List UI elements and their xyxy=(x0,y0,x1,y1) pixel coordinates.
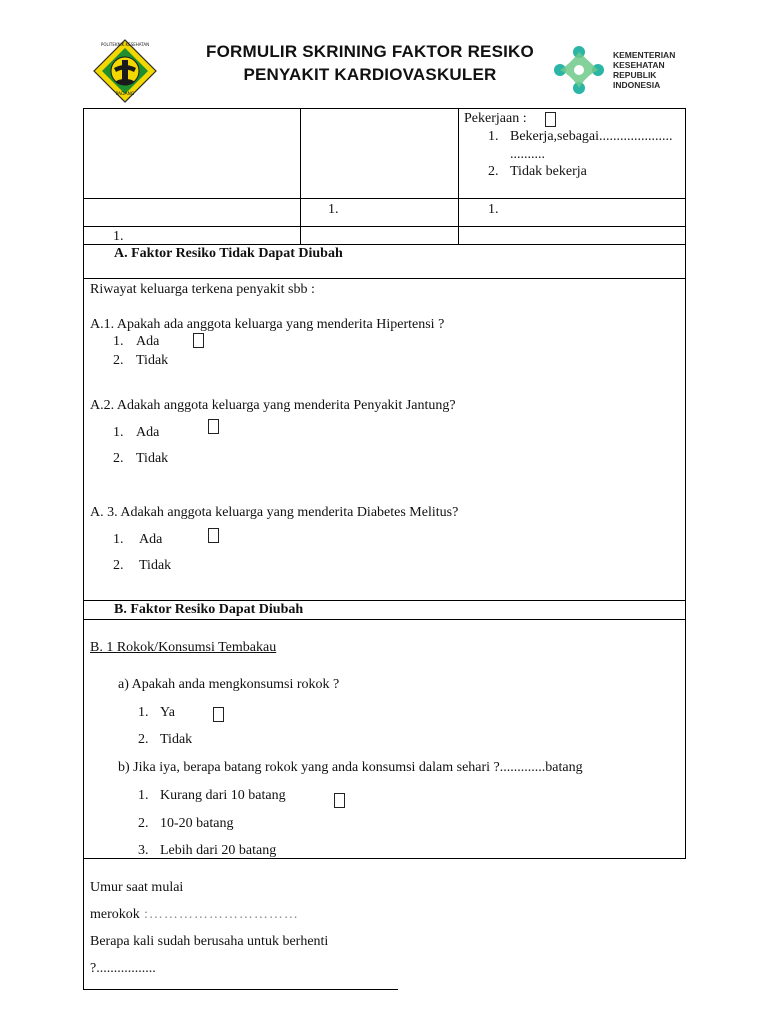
pekerjaan-opt1-num: 1. xyxy=(488,129,499,144)
q-a2-text: A.2. Adakah anggota keluarga yang menderita Penyakit Jantung? xyxy=(90,398,456,413)
kemenkes-line-1: KEMENTERIAN xyxy=(613,50,676,60)
section-a-heading: A. Faktor Resiko Tidak Dapat Diubah xyxy=(114,246,343,261)
q-b1b-opt1-num: 1. xyxy=(138,788,149,803)
pekerjaan-opt2: Tidak bekerja xyxy=(510,164,587,179)
q-a2-checkbox[interactable] xyxy=(208,419,219,434)
q-b1b-opt3: Lebih dari 20 batang xyxy=(160,843,277,858)
q-b1b-opt2: 10-20 batang xyxy=(160,816,234,831)
kemenkes-line-3: REPUBLIK xyxy=(613,70,657,80)
q-a1-text: A.1. Apakah ada anggota keluarga yang menderita Hipertensi ? xyxy=(90,317,445,332)
q-a3-text: A. 3. Adakah anggota keluarga yang menderita Diabetes Melitus? xyxy=(90,505,459,520)
section-a-intro: Riwayat keluarga terkena penyakit sbb : xyxy=(90,282,315,297)
q-b1a-opt2: Tidak xyxy=(160,732,193,747)
kemenkes-logo xyxy=(548,42,610,98)
row2-mid-number: 1. xyxy=(328,202,339,217)
pekerjaan-opt2-num: 2. xyxy=(488,164,499,179)
section-b-heading: B. Faktor Resiko Dapat Diubah xyxy=(114,602,304,617)
kemenkes-line-4: INDONESIA xyxy=(613,80,661,90)
q-a1-opt2: Tidak xyxy=(136,353,169,368)
q-b1a-opt1: Ya xyxy=(160,705,175,720)
berapa-dots[interactable]: ?................. xyxy=(90,961,156,976)
merokok-dots[interactable]: :………………………… xyxy=(144,907,299,922)
logo-top-text: POLITEKNIK KESEHATAN xyxy=(100,42,150,47)
q-b1b-opt1: Kurang dari 10 batang xyxy=(160,788,286,803)
pekerjaan-checkbox[interactable] xyxy=(545,112,556,127)
q-b1b-opt3-num: 3. xyxy=(138,843,149,858)
q-b1a-text: a) Apakah anda mengkonsumsi rokok ? xyxy=(118,677,340,692)
q-a1-opt2-num: 2. xyxy=(113,353,124,368)
q-b1a-opt1-num: 1. xyxy=(138,705,149,720)
kemenkes-line-2: KESEHATAN xyxy=(613,60,665,70)
q-b1b-checkbox[interactable] xyxy=(334,793,345,808)
pekerjaan-opt1: Bekerja,sebagai..................... xyxy=(510,129,673,144)
section-b1-subheading: B. 1 Rokok/Konsumsi Tembakau xyxy=(90,640,277,655)
umur-label: Umur saat mulai xyxy=(90,880,184,895)
page-title-line-1: FORMULIR SKRINING FAKTOR RESIKO xyxy=(206,42,534,61)
merokok-label: merokok xyxy=(90,907,140,922)
q-a2-opt2: Tidak xyxy=(136,451,169,466)
row3-left-number: 1. xyxy=(113,229,124,244)
berapa-label: Berapa kali sudah berusaha untuk berhenti xyxy=(90,934,329,949)
q-a3-opt1-num: 1. xyxy=(113,532,124,547)
q-a3-opt1: Ada xyxy=(139,532,163,547)
q-a1-checkbox[interactable] xyxy=(193,333,204,348)
q-a1-opt1-num: 1. xyxy=(113,334,124,349)
q-a3-opt2-num: 2. xyxy=(113,558,124,573)
logo-bottom-text: PADANG xyxy=(115,92,135,97)
q-a2-opt2-num: 2. xyxy=(113,451,124,466)
q-a2-opt1-num: 1. xyxy=(113,425,124,440)
q-b1a-opt2-num: 2. xyxy=(138,732,149,747)
q-a3-opt2: Tidak xyxy=(139,558,172,573)
q-a2-opt1: Ada xyxy=(136,425,160,440)
kemenkes-wordmark xyxy=(613,50,675,90)
q-b1a-checkbox[interactable] xyxy=(213,707,224,722)
q-a3-checkbox[interactable] xyxy=(208,528,219,543)
page-title-line-2: PENYAKIT KARDIOVASKULER xyxy=(243,65,497,84)
q-b1b-opt2-num: 2. xyxy=(138,816,149,831)
q-b1b-text: b) Jika iya, berapa batang rokok yang anda konsumsi dalam sehari ?.............batang xyxy=(118,760,583,775)
pekerjaan-label: Pekerjaan : xyxy=(464,111,527,126)
q-a1-opt1: Ada xyxy=(136,334,160,349)
row2-right-number: 1. xyxy=(488,202,499,217)
pekerjaan-opt1-cont: .......... xyxy=(510,147,545,162)
